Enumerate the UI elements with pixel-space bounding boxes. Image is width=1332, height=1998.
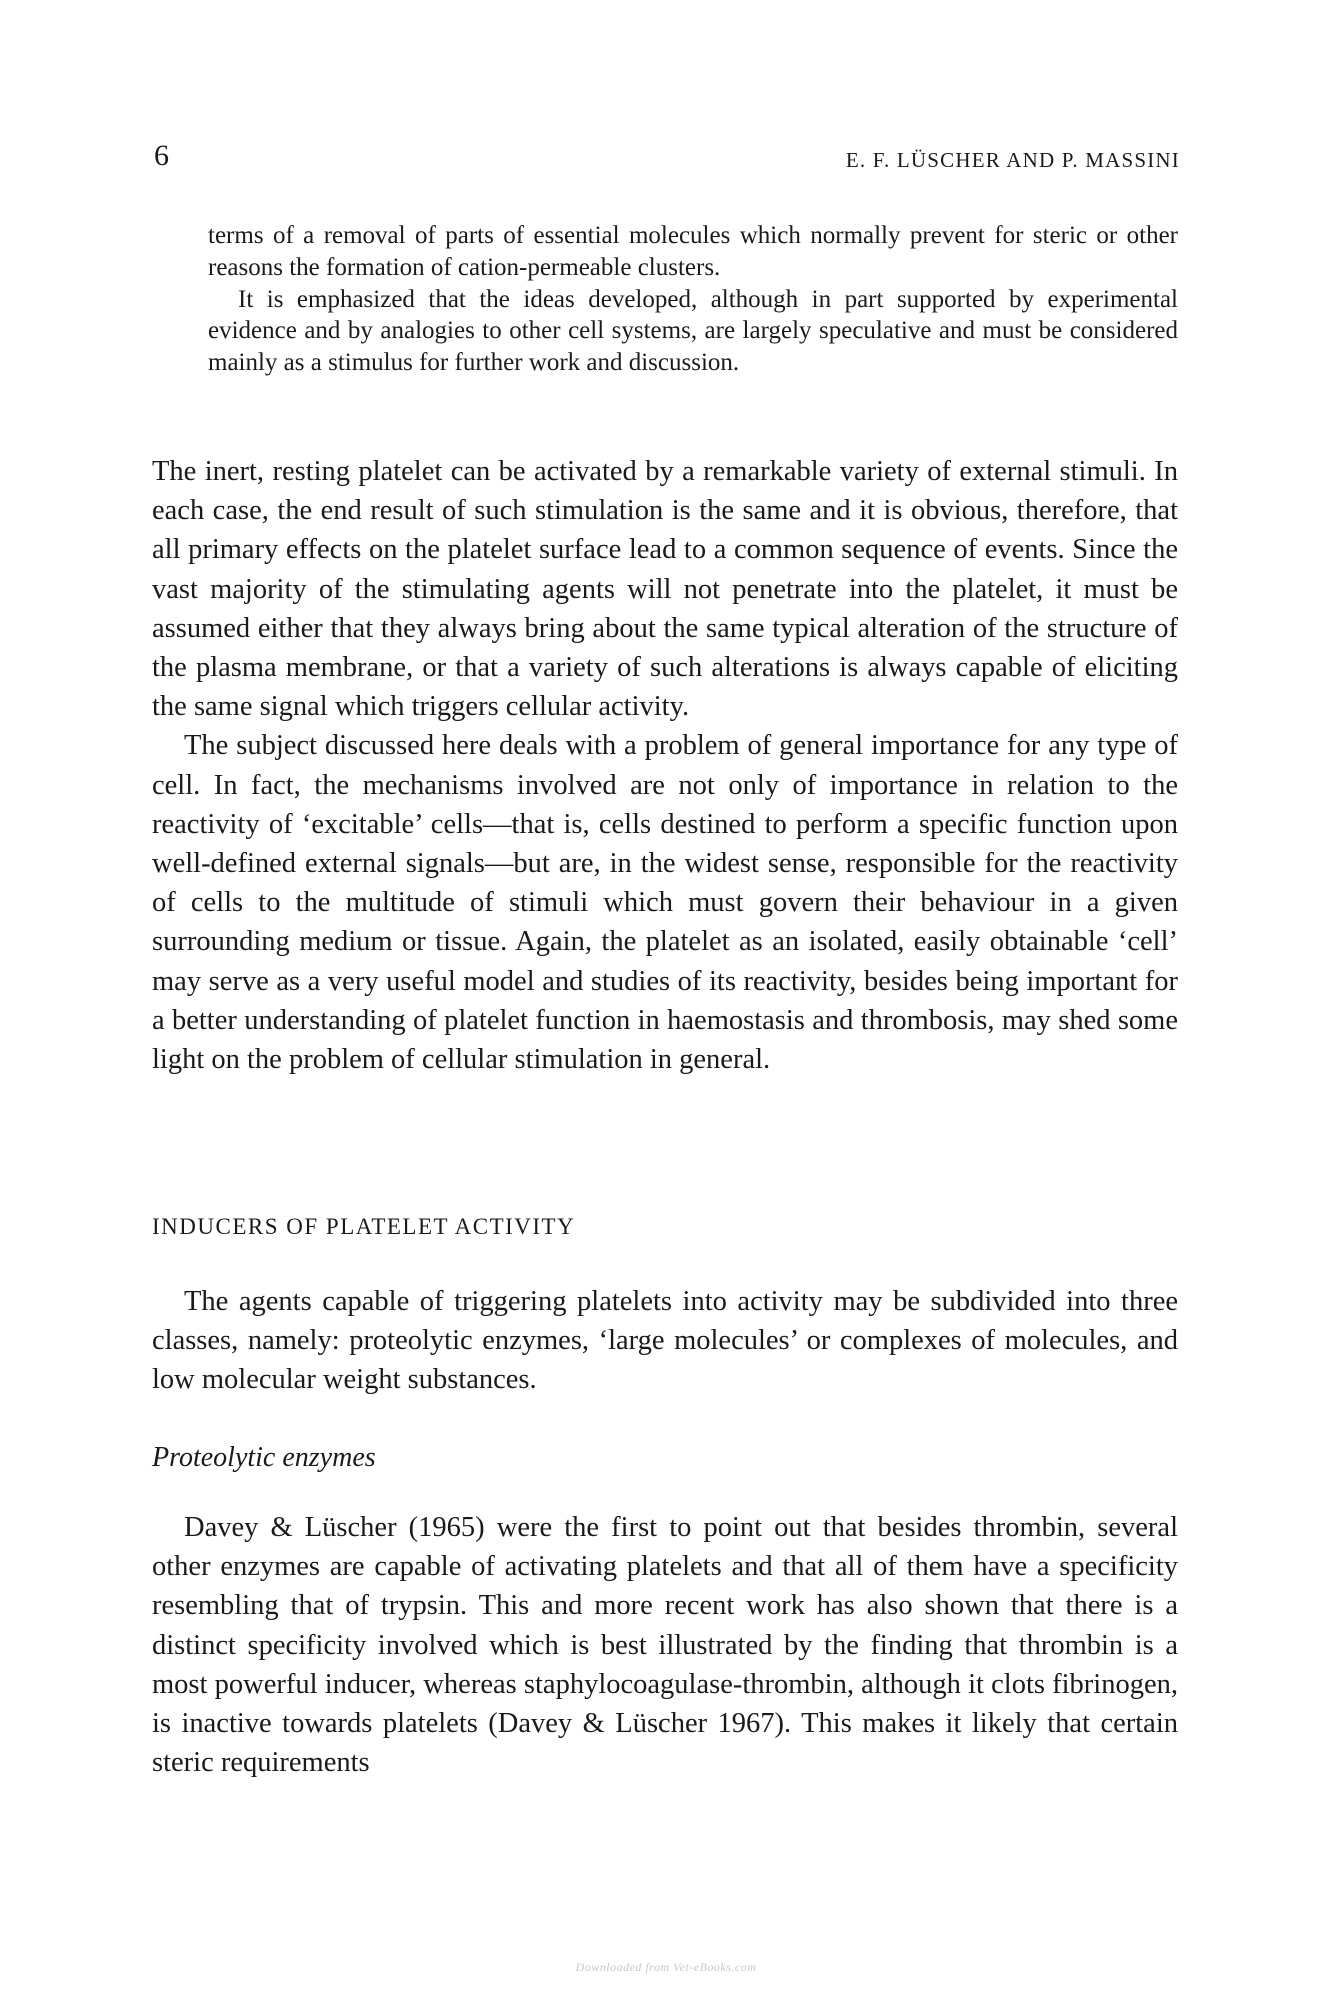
proteolytic-text <box>152 1508 1178 1782</box>
running-head: E. F. LÜSCHER AND P. MASSINI <box>845 148 1180 172</box>
abstract-block <box>208 220 1178 379</box>
inducers-paragraph: The agents capable of triggering platelets into activity may be subdivided into three classes, namely: proteolytic enzymes, ‘large molecules’ or complexes of molecules, and low molecular weight substances. <box>152 1286 1178 1396</box>
subsection-heading-proteolytic: Proteolytic enzymes <box>152 1442 376 1473</box>
introduction-text <box>152 452 1178 1079</box>
body-paragraph-2: The subject discussed here deals with a problem of general importance for any type of cell. In fact, the mechanisms involved are not only of importance in relation to the reactivity of ‘excitable’ cells—that is, cells destined to perform a specific function upon well-defined external signals—but are, in the widest sense, responsible for the reactivity of cells to the multitude of stimuli which must govern their behaviour in a given surrounding medium or tissue. Again, the platelet as an isolated, easily obtainable ‘cell’ may serve as a very useful model and studies of its reactivity, besides being important for a better understanding of platelet function in haemostasis and thrombosis, may shed some light on the problem of cellular stimulation in general. <box>152 730 1178 1076</box>
download-watermark: Downloaded from Vet-eBooks.com <box>575 1960 757 1974</box>
section-heading-inducers: INDUCERS OF PLATELET ACTIVITY <box>152 1214 576 1239</box>
page-number: 6 <box>154 139 169 172</box>
body-paragraph-1: The inert, resting platelet can be activated by a remarkable variety of external stimuli. In each case, the end result of such stimulation is the same and it is obvious, therefore, that all primary effects on the platelet surface lead to a common sequence of events. Since the vast majority of the stimulating agents will not penetrate into the platelet, it must be assumed either that they always bring about the same typical alteration of the structure of the plasma membrane, or that a variety of such alterations is always capable of eliciting the same signal which triggers cellular activity. <box>152 456 1178 723</box>
abstract-paragraph-1: terms of a removal of parts of essential molecules which normally prevent for steric or other reasons the formation of cation-permeable clusters. <box>208 222 1178 281</box>
inducers-text <box>152 1282 1178 1400</box>
proteolytic-paragraph: Davey & Lüscher (1965) were the first to point out that besides thrombin, several other enzymes are capable of activating platelets and that all of them have a specificity resembling that of trypsin. This and more recent work has also shown that there is a distinct specificity involved which is best illustrated by the finding that thrombin is a most powerful inducer, whereas staphylocoagulase-thrombin, although it clots fibrinogen, is inactive towards platelets (Davey & Lüscher 1967). This makes it likely that certain steric requirements <box>152 1512 1178 1779</box>
abstract-paragraph-2: It is emphasized that the ideas developed, although in part supported by experimental evidence and by analogies to other cell systems, are largely speculative and must be considered mainly as a stimulus for further work and discussion. <box>208 285 1178 377</box>
